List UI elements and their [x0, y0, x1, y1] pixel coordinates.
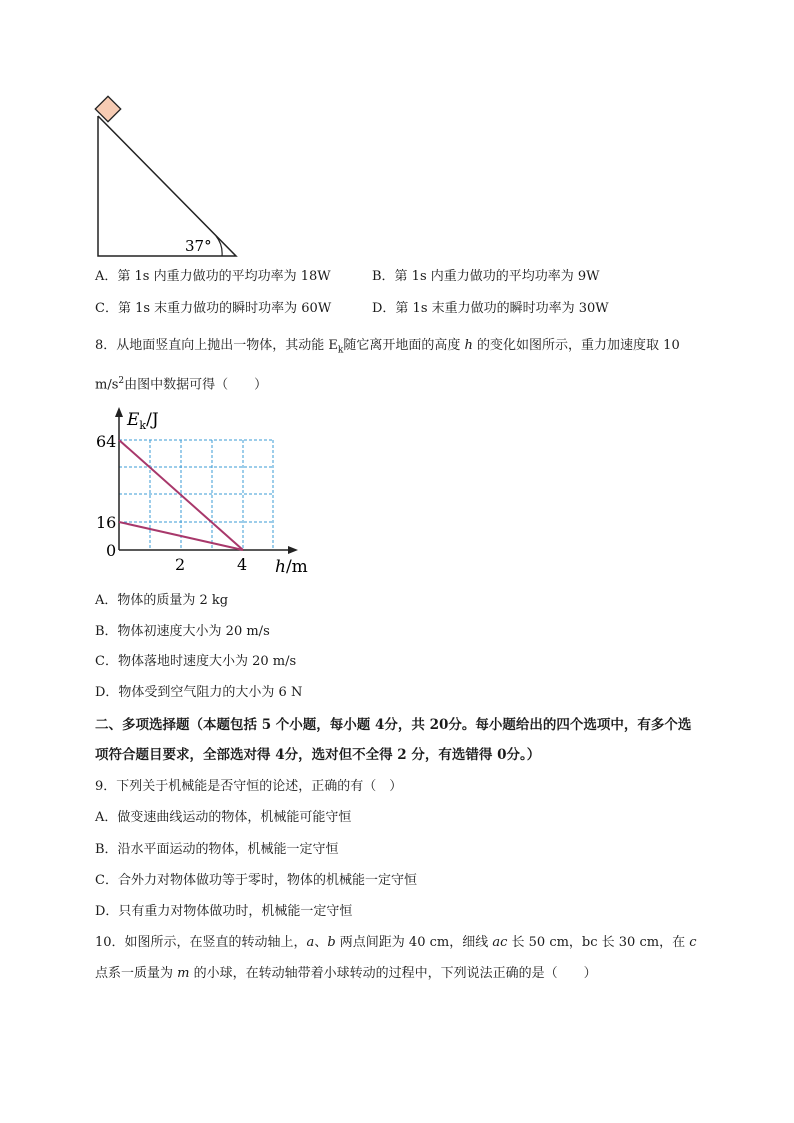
y-axis-arrow	[115, 407, 123, 417]
q8-option-c: C．物体落地时速度大小为 20 m/s	[95, 654, 297, 669]
q8-option-b: B．物体初速度大小为 20 m/s	[95, 624, 270, 639]
q9-option-d: D．只有重力对物体做功时，机械能一定守恒	[95, 904, 353, 919]
y-tick-64: 64	[96, 432, 117, 451]
grid	[119, 440, 273, 550]
angle-label: 37°	[185, 237, 212, 255]
q8-option-a: A．物体的质量为 2 kg	[95, 593, 229, 608]
y-tick-0: 0	[106, 541, 117, 560]
q7-option-b: B．第 1s 内重力做功的平均功率为 9W	[372, 269, 600, 284]
q8-stem-line1: 8．从地面竖直向上抛出一物体，其动能 $E_k$随它离开地面的高度 h 的变化如图所示，重力加速度取 10	[95, 338, 680, 356]
q7-option-c: C．第 1s 末重力做功的瞬时功率为 60W	[95, 301, 332, 316]
q9-option-a: A．做变速曲线运动的物体，机械能可能守恒	[95, 810, 352, 825]
q9-option-b: B．沿水平面运动的物体，机械能一定守恒	[95, 842, 339, 857]
q10-stem-line2: 点系一质量为 m 的小球，在转动轴带着小球转动的过程中，下列说法正确的是（ ）	[95, 966, 597, 981]
section2-heading-line1: 二、多项选择题（本题包括 5 个小题，每小题 4分，共 20分。每小题给出的四个选项中，有多个选	[95, 717, 692, 733]
x-axis-arrow	[288, 546, 298, 554]
q8-option-d: D．物体受到空气阻力的大小为 6 N	[95, 685, 303, 700]
section2-heading-line2: 项符合题目要求，全部选对得 4分，选对但不全得 2 分，有选错得 0分。）	[95, 747, 541, 763]
incline-triangle	[98, 116, 236, 256]
q10-stem-line1: 10．如图所示，在竖直的转动轴上，a、b 两点间距为 40 cm，细线 ac 长 50 cm，bc 长 30 cm，在 c	[95, 935, 697, 950]
incline-figure	[88, 92, 248, 262]
y-tick-16: 16	[96, 513, 117, 532]
q9-option-c: C．合外力对物体做功等于零时，物体的机械能一定守恒	[95, 873, 417, 888]
q8-stem-line2: $m/s^2$由图中数据可得（ ）	[95, 376, 268, 393]
y-axis-label: $E_k/J$	[127, 410, 159, 432]
q7-option-d: D．第 1s 末重力做功的瞬时功率为 30W	[372, 301, 609, 316]
q9-stem: 9．下列关于机械能是否守恒的论述，正确的有（ ）	[95, 779, 403, 794]
q7-option-a: A．第 1s 内重力做功的平均功率为 18W	[95, 269, 331, 284]
x-tick-2: 2	[175, 555, 186, 574]
x-tick-4: 4	[237, 555, 248, 574]
ek-h-graph	[92, 405, 312, 577]
x-axis-label: h/m	[275, 557, 308, 577]
